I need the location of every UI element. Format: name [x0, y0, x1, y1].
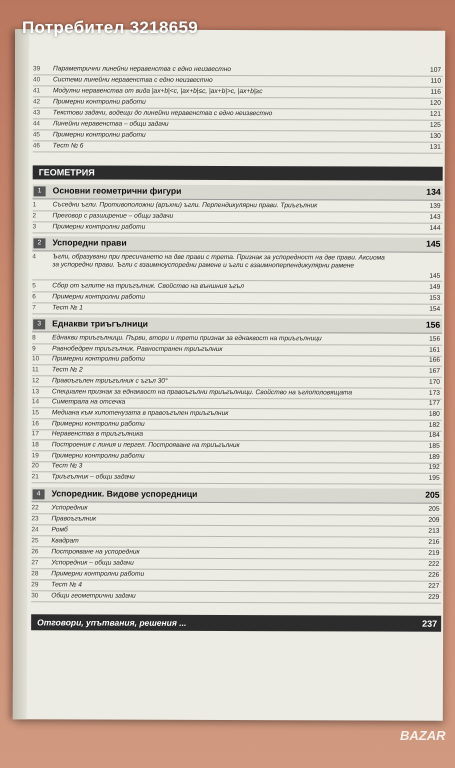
- toc-row-page: 121: [429, 110, 441, 118]
- toc-row-number: 46: [32, 142, 40, 150]
- chapter-page: 134: [426, 186, 441, 197]
- toc-row-number: 30: [31, 592, 39, 600]
- toc-row-number: 25: [31, 537, 39, 545]
- toc-row-number: 4: [32, 253, 36, 261]
- toc-row-number: 10: [32, 355, 40, 363]
- toc-row-number: 13: [31, 387, 40, 395]
- toc-row-page: 170: [428, 378, 440, 386]
- toc-row-page: 209: [428, 516, 440, 524]
- toc-row-title: Примерни контролни работи: [51, 570, 145, 578]
- chapter-title: Основни геометрични фигури: [52, 185, 182, 196]
- toc-row-title: Успоредник: [51, 504, 88, 512]
- chapter-title: Успоредни прави: [52, 237, 127, 248]
- table-of-contents: [31, 64, 443, 629]
- chapter-number: 3: [33, 319, 45, 329]
- toc-row-number: 42: [32, 98, 41, 106]
- toc-row-title: Построения с линия и пергел. Построяване на триъгълник: [51, 441, 240, 450]
- toc-row-title: Общи геометрични задачи: [51, 592, 136, 600]
- toc-row-page: 166: [429, 357, 441, 365]
- toc-row-title: Примерни контролни работи: [52, 98, 146, 106]
- toc-row-title: Неравенства в триъгълника: [51, 430, 144, 438]
- toc-row-page: 153: [429, 294, 441, 302]
- toc-row-page: 195: [428, 474, 440, 482]
- page-edge: [13, 29, 29, 719]
- toc-row-title: Модулни неравенства от вида |ax+b|<c, |ax+b|≤c, |ax+b|>c, |ax+b|≥c: [52, 87, 263, 96]
- toc-row-page: 226: [428, 571, 440, 579]
- chapter-heading: [32, 487, 442, 503]
- toc-row-page: 222: [428, 560, 440, 568]
- toc-row-page: 219: [428, 549, 440, 557]
- toc-row-page: 130: [429, 132, 441, 140]
- section-title: ГЕОМЕТРИЯ: [33, 165, 443, 180]
- toc-row: [32, 303, 442, 315]
- toc-row-title: Триъгълник – общи задачи: [51, 473, 135, 481]
- toc-row: [32, 472, 442, 484]
- toc-row-page: 167: [428, 367, 441, 375]
- toc-row-title: Правоъгълник: [51, 515, 97, 523]
- toc-row-page: 229: [428, 593, 440, 601]
- chapter-heading: [32, 317, 442, 333]
- toc-row-page: 173: [428, 389, 440, 397]
- toc-row-number: 43: [32, 109, 41, 117]
- toc-row-number: 23: [31, 515, 39, 523]
- toc-row-number: 8: [32, 334, 36, 342]
- toc-row-number: 9: [32, 345, 36, 353]
- toc-row-title: Съседни ъгли. Противоположни (връхни) ъгли. Перпендикулярни прави. Триъгълник: [52, 201, 318, 210]
- toc-row-title: Симетрала на отсечка: [51, 398, 126, 406]
- toc-row-number: 45: [32, 131, 40, 139]
- chapter-number: 2: [33, 238, 45, 248]
- chapter-title: Еднакви триъгълници: [52, 318, 148, 329]
- toc-row-page: 180: [428, 410, 440, 418]
- toc-row-number: 39: [33, 65, 41, 73]
- toc-row-number: 27: [31, 559, 39, 567]
- user-watermark: Потребител 3218659: [22, 18, 198, 37]
- chapter-number: 4: [33, 489, 45, 499]
- toc-row-page: 154: [429, 305, 441, 313]
- chapter-heading: [33, 184, 443, 200]
- toc-row-title: Системи линейни неравенства с едно неизвестно: [53, 76, 213, 84]
- toc-row-title: Правоъгълен триъгълник с ъгъл 30°: [51, 377, 168, 385]
- toc-row-number: 11: [32, 366, 39, 374]
- toc-row-page: 139: [429, 202, 441, 210]
- toc-row-title: Построяване на успоредник: [51, 548, 140, 556]
- toc-row-title: Примерни контролни работи: [52, 355, 145, 364]
- toc-row-number: 22: [31, 504, 39, 512]
- toc-row-page: 192: [428, 464, 440, 472]
- toc-row-title: Тест № 4: [51, 581, 82, 589]
- toc-row-number: 20: [31, 462, 39, 470]
- toc-row-title: Текстови задачи, водещи до линейни неравенства с едно неизвестно: [52, 109, 273, 118]
- toc-row-page: 185: [428, 442, 440, 450]
- toc-row-page: 143: [429, 213, 441, 221]
- toc-row-title: Успоредник – общи задачи: [51, 559, 134, 567]
- toc-row-number: 15: [31, 409, 39, 417]
- bazar-logo: BAZAR: [400, 728, 446, 743]
- toc-row-title: Специален признак за еднаквост на правоъгълни триъгълници. Свойство на ъглополовящата: [51, 387, 353, 396]
- toc-row-page: 161: [429, 346, 441, 354]
- toc-row-number: 18: [31, 441, 39, 449]
- toc-row-number: 17: [31, 430, 39, 438]
- toc-row-page: 189: [428, 453, 440, 461]
- toc-row-title: Тест № 6: [52, 142, 84, 150]
- chapter-page: 205: [425, 489, 440, 500]
- toc-row-title: Тест № 1: [52, 304, 83, 312]
- chapter-page: 145: [426, 238, 441, 249]
- toc-row-title: Сбор от ъглите на триъгълник. Свойство на външния ъгъл: [52, 282, 244, 291]
- toc-row-title: Еднакви триъгълници. Първи, втори и трети признак за еднаквост на триъгълници: [52, 334, 322, 343]
- toc-row-title: Примерни контролни работи: [52, 293, 146, 301]
- toc-row-page: 120: [429, 99, 441, 107]
- toc-row-title: Медиана към хипотенузата в правоъгълен триъгълник: [51, 409, 229, 417]
- toc-row-number: 5: [32, 282, 36, 290]
- toc-row-page: 184: [428, 431, 440, 440]
- toc-row-page: 107: [430, 66, 442, 74]
- toc-row-title: Ъгли, образувани при пресичането на две прави с трета. Признак за успоредност на две прави. Аксиома за успоредни прави. Ъгли с взаимноуспоредни рамене и ъгли с взаимноперпендикулярни рамене: [52, 253, 385, 270]
- toc-row-page: 149: [429, 283, 441, 291]
- toc-row-title: Преговор с разширение – общи задачи: [52, 212, 174, 220]
- toc-row: [31, 591, 441, 603]
- chapter-number: 1: [34, 186, 46, 196]
- toc-row-page: 216: [428, 538, 440, 546]
- chapter-page: 156: [425, 319, 441, 330]
- toc-row-number: 26: [31, 548, 39, 556]
- toc-row-title: Ромб: [51, 526, 68, 534]
- toc-row-page: 177: [428, 399, 440, 407]
- toc-row-page: 156: [429, 335, 441, 343]
- toc-row-number: 40: [33, 76, 41, 84]
- toc-row: [32, 252, 442, 281]
- toc-row-title: Примерни контролни работи: [52, 223, 146, 231]
- toc-row-title: Параметрични линейни неравенства с едно неизвестно: [53, 65, 232, 74]
- toc-row-page: 125: [429, 121, 441, 129]
- toc-row-page: 182: [428, 421, 440, 429]
- toc-row: [32, 222, 442, 234]
- toc-row-number: 7: [32, 304, 36, 312]
- chapter-heading: [32, 236, 442, 252]
- footer-page: 237: [422, 618, 438, 629]
- toc-row-number: 12: [31, 377, 40, 385]
- toc-row-page: 116: [430, 88, 442, 96]
- toc-row-number: 21: [31, 473, 39, 481]
- toc-row-number: 1: [32, 201, 37, 209]
- toc-row-number: 19: [31, 451, 39, 460]
- toc-row-title: Квадрат: [51, 537, 79, 545]
- toc-row-title: Примерни контролни работи: [51, 419, 145, 428]
- toc-row-title: Тест № 2: [52, 366, 83, 374]
- toc-row-number: 24: [31, 526, 39, 534]
- toc-row-page: 213: [428, 527, 440, 535]
- toc-row-number: 14: [31, 398, 40, 406]
- toc-row-page: 131: [429, 143, 441, 151]
- toc-row: [33, 141, 443, 153]
- toc-row-page: 205: [428, 505, 440, 513]
- toc-row-number: 2: [32, 212, 37, 220]
- toc-row-number: 6: [32, 293, 36, 301]
- toc-row-page: 110: [430, 77, 442, 85]
- toc-row-number: 3: [32, 223, 37, 231]
- footer-title: Отговори, упътвания, решения ...: [37, 617, 187, 628]
- toc-row-number: 41: [32, 87, 41, 95]
- toc-row-page: 144: [429, 224, 441, 232]
- toc-row-page: 145: [429, 272, 441, 280]
- toc-row-number: 16: [31, 419, 39, 427]
- toc-row-title: Тест № 3: [51, 462, 83, 470]
- toc-row-number: 28: [31, 570, 39, 578]
- toc-row-page: 227: [428, 582, 440, 590]
- toc-row-number: 44: [32, 120, 40, 128]
- chapter-title: Успоредник. Видове успоредници: [51, 488, 198, 499]
- book-page: [13, 29, 445, 720]
- toc-row-title: Равнобедрен триъгълник. Равностранен триъгълник: [52, 345, 223, 353]
- answers-footer: [31, 614, 441, 631]
- toc-row-title: Примерни контролни работи: [52, 131, 146, 139]
- toc-row-title: Примерни контролни работи: [51, 452, 145, 460]
- toc-row-title: Линейни неравенства – общи задачи: [52, 120, 169, 128]
- toc-row-number: 29: [31, 581, 39, 589]
